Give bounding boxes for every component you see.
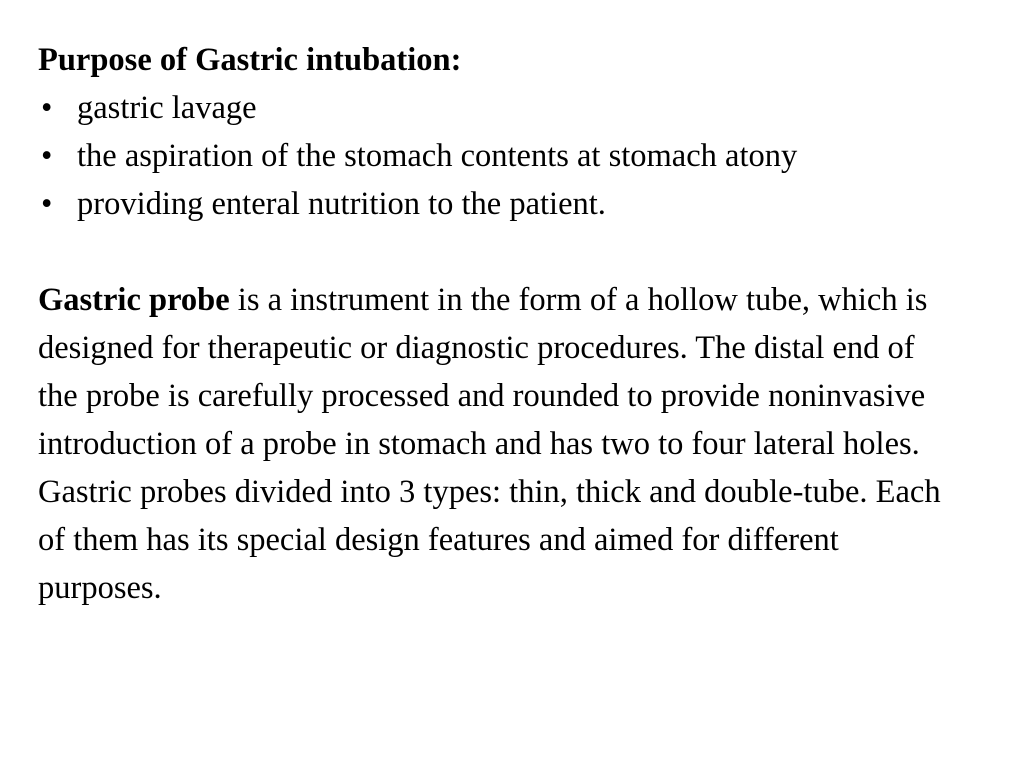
probe-term: Gastric probe [38,282,230,318]
list-item [38,84,998,132]
intubation-heading: Purpose of Gastric intubation: [38,42,462,78]
purpose-list [38,84,998,228]
probe-definition-paragraph [38,276,958,468]
list-item [38,132,998,180]
probe-definition-text: is a instrument in the form of a hollow tube, which is designed for therapeutic or diagnostic procedures. The distal end of the probe is carefully processed and rounded to provide noninvasive introduction of a probe in stomach and has two to four lateral holes. [38,282,928,462]
bullet-icon: • [41,186,53,222]
list-item-text: gastric lavage [77,90,257,126]
bullet-icon: • [41,90,53,126]
list-item-text: the aspiration of the stomach contents at stomach atony [77,138,798,174]
bullet-icon: • [41,138,53,174]
list-item-text: providing enteral nutrition to the patient. [77,186,606,222]
slide-content [38,36,998,612]
probe-types-paragraph: Gastric probes divided into 3 types: thin, thick and double-tube. Each of them has its special design features and aimed for different purposes. [38,474,941,606]
section-spacer [38,228,998,276]
list-item [38,180,998,228]
